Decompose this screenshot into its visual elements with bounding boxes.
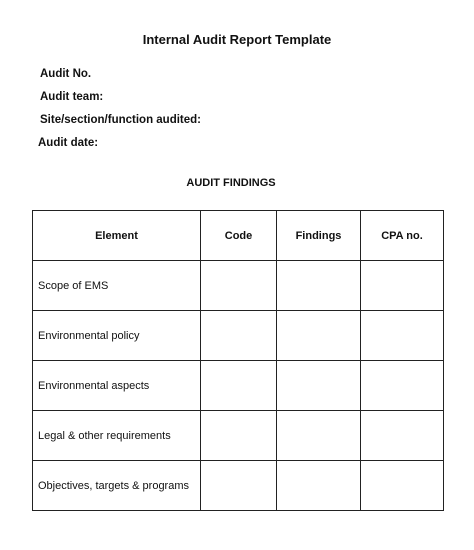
- element-cell: Objectives, targets & programs: [33, 461, 201, 511]
- column-header-code: Code: [201, 211, 277, 261]
- table-row: [33, 461, 444, 511]
- column-header-cpa-no: CPA no.: [361, 211, 444, 261]
- cpa-no-cell[interactable]: [361, 261, 444, 311]
- table-row: [33, 361, 444, 411]
- code-cell[interactable]: [201, 461, 277, 511]
- column-header-findings: Findings: [277, 211, 361, 261]
- cpa-no-cell[interactable]: [361, 411, 444, 461]
- table-header-row: [33, 211, 444, 261]
- cpa-no-cell[interactable]: [361, 361, 444, 411]
- audit-findings-heading: AUDIT FINDINGS: [186, 177, 276, 189]
- table-row: [33, 311, 444, 361]
- element-cell: Scope of EMS: [33, 261, 201, 311]
- audit-no-label: Audit No.: [40, 68, 92, 80]
- site-audited-label: Site/section/function audited:: [40, 114, 202, 126]
- audit-findings-table: [32, 210, 444, 511]
- findings-cell[interactable]: [277, 411, 361, 461]
- cpa-no-cell[interactable]: [361, 311, 444, 361]
- code-cell[interactable]: [201, 361, 277, 411]
- code-cell[interactable]: [201, 311, 277, 361]
- code-cell[interactable]: [201, 261, 277, 311]
- table-row: [33, 261, 444, 311]
- code-cell[interactable]: [201, 411, 277, 461]
- findings-cell[interactable]: [277, 461, 361, 511]
- findings-cell[interactable]: [277, 311, 361, 361]
- element-cell: Environmental policy: [33, 311, 201, 361]
- element-cell: Legal & other requirements: [33, 411, 201, 461]
- findings-cell[interactable]: [277, 361, 361, 411]
- cpa-no-cell[interactable]: [361, 461, 444, 511]
- element-cell: Environmental aspects: [33, 361, 201, 411]
- document-title: Internal Audit Report Template: [142, 32, 332, 47]
- table-row: [33, 411, 444, 461]
- audit-team-label: Audit team:: [40, 91, 104, 103]
- findings-cell[interactable]: [277, 261, 361, 311]
- column-header-element: Element: [33, 211, 201, 261]
- audit-date-label: Audit date:: [38, 137, 99, 149]
